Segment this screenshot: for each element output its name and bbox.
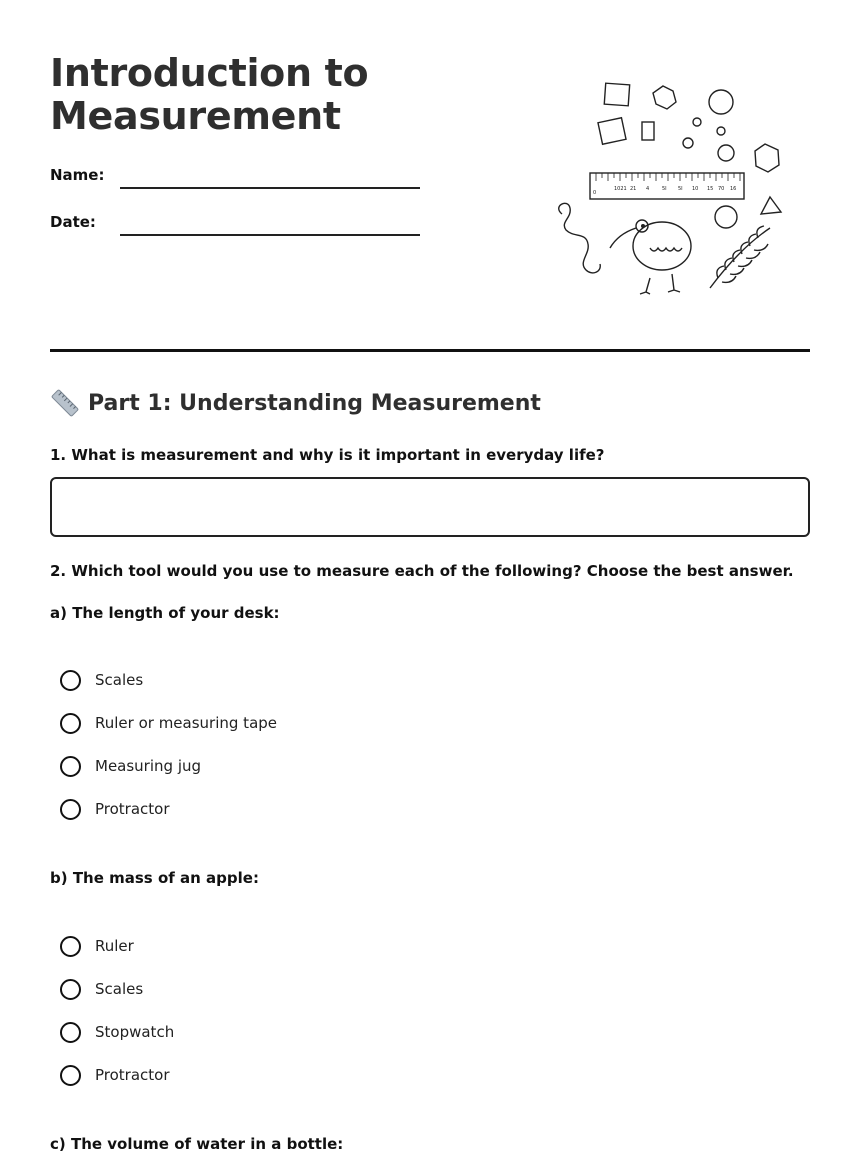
ruler-number: 5I <box>678 186 683 192</box>
ruler-number: 5I <box>662 186 667 192</box>
radio-button[interactable] <box>60 936 81 957</box>
ruler-number: 0 <box>593 190 597 196</box>
circle-shape <box>709 90 733 114</box>
section-title-text: Part 1: Understanding Measurement <box>88 390 541 416</box>
squiggle-shape <box>559 203 601 273</box>
hexagon-shape <box>755 144 779 172</box>
radio-button[interactable] <box>60 979 81 1000</box>
page-title: Introduction to Measurement <box>50 51 369 138</box>
ruler-number: 10 <box>692 186 699 192</box>
ruler-number: 21 <box>630 186 637 192</box>
option-label: Scales <box>95 671 144 689</box>
date-label: Date: <box>50 213 96 231</box>
rectangle-shape <box>642 122 654 140</box>
ruler-number: 70 <box>718 186 725 192</box>
ruler-number: 1021 <box>614 186 627 192</box>
radio-button[interactable] <box>60 1022 81 1043</box>
question-2: 2. Which tool would you use to measure each of the following? Choose the best answer. <box>50 562 794 580</box>
option-b-4[interactable] <box>60 1062 170 1088</box>
option-a-1[interactable] <box>60 667 143 693</box>
sub-question-c: c) The volume of water in a bottle: <box>50 1135 344 1153</box>
name-label: Name: <box>50 166 105 184</box>
option-a-3[interactable] <box>60 753 201 779</box>
square-shape <box>604 83 629 106</box>
date-field[interactable] <box>120 234 420 236</box>
sub-question-b: b) The mass of an apple: <box>50 869 259 887</box>
circle-shape <box>683 138 693 148</box>
option-label: Ruler or measuring tape <box>95 714 278 732</box>
option-label: Protractor <box>95 1066 170 1084</box>
fern-shape <box>710 228 770 288</box>
radio-button[interactable] <box>60 756 81 777</box>
ruler-number: 16 <box>730 186 737 192</box>
measurement-illustration <box>550 78 790 298</box>
circle-shape <box>718 145 734 161</box>
sub-question-a: a) The length of your desk: <box>50 604 280 622</box>
option-label: Stopwatch <box>95 1023 175 1041</box>
question-1: 1. What is measurement and why is it important in everyday life? <box>50 446 605 464</box>
option-label: Measuring jug <box>95 757 202 775</box>
pentagon-shape <box>653 86 676 109</box>
name-field[interactable] <box>120 187 420 189</box>
option-label: Protractor <box>95 800 170 818</box>
ruler-number: 15 <box>707 186 714 192</box>
radio-button[interactable] <box>60 1065 81 1086</box>
option-a-2[interactable] <box>60 710 277 736</box>
section-divider <box>50 349 810 352</box>
radio-button[interactable] <box>60 670 81 691</box>
option-a-4[interactable] <box>60 796 170 822</box>
option-b-2[interactable] <box>60 976 143 1002</box>
option-label: Ruler <box>95 937 134 955</box>
circle-shape <box>715 206 737 228</box>
square-shape <box>598 118 626 145</box>
option-b-3[interactable] <box>60 1019 174 1045</box>
question-1-answer-input[interactable] <box>50 477 810 537</box>
radio-button[interactable] <box>60 799 81 820</box>
circle-shape <box>717 127 725 135</box>
radio-button[interactable] <box>60 713 81 734</box>
option-b-1[interactable] <box>60 933 134 959</box>
triangle-shape <box>761 197 781 214</box>
option-label: Scales <box>95 980 144 998</box>
circle-shape <box>693 118 701 126</box>
section-title <box>50 388 541 418</box>
kiwi-bird-shape <box>633 222 691 270</box>
ruler-icon <box>50 388 80 418</box>
ruler-number: 4 <box>646 186 650 192</box>
